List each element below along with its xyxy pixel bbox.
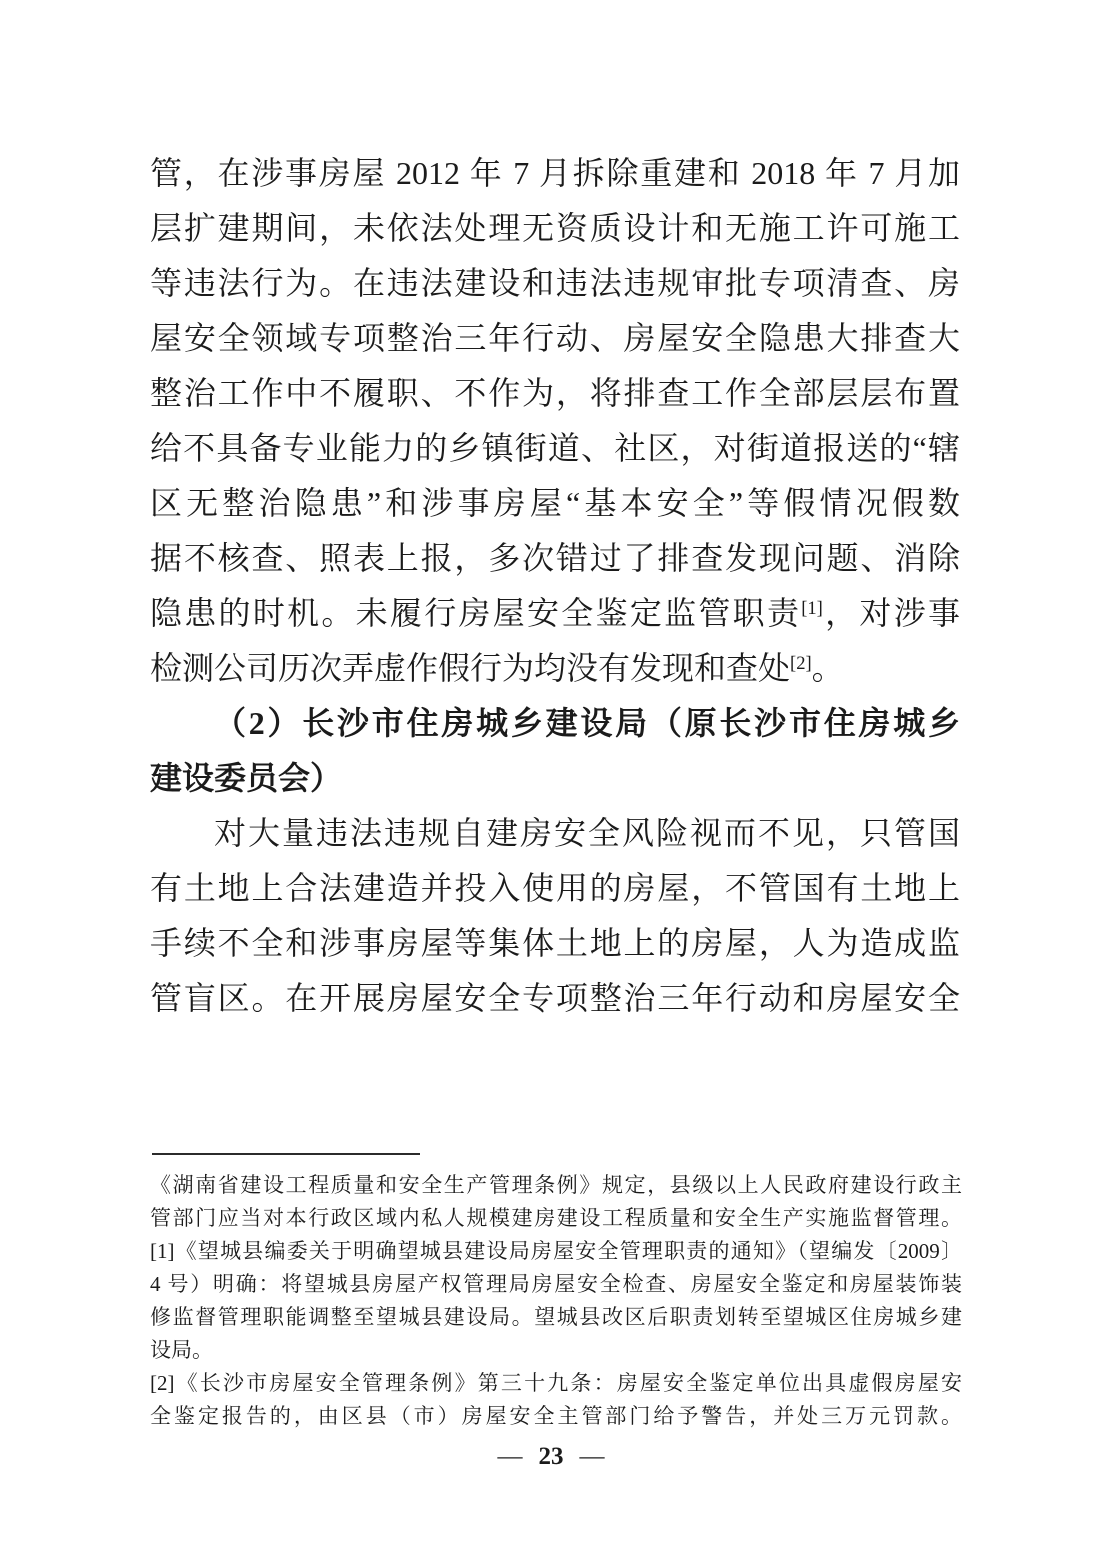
text-run: 建设委员会）: [150, 760, 343, 796]
page-footer: [0, 1443, 1102, 1471]
footnote-ref: [1]: [801, 597, 823, 619]
text-run: 对大量违法违规自建房安全风险视而不见，只管国: [214, 815, 960, 851]
text-run: 隐患的时机。未履行房屋安全鉴定监管职责: [150, 595, 802, 631]
footnote-line: [150, 1202, 962, 1235]
body-text-line: [150, 311, 960, 366]
text-run: 层扩建期间，未依法处理无资质设计和无施工许可施工: [150, 210, 960, 246]
text-run: ，对涉事: [822, 595, 960, 631]
page-number: 23: [538, 1443, 564, 1470]
footnote-line: [150, 1268, 962, 1301]
body-text-line: [150, 201, 960, 256]
text-run: （2）长沙市住房城乡建设局（原长沙市住房城乡: [214, 705, 960, 741]
footnote-line: [150, 1169, 962, 1202]
text-run: 检测公司历次弄虚作假行为均没有发现和查处: [150, 650, 791, 686]
text-run: 区无整治隐患”和涉事房屋“基本安全”等假情况假数: [150, 485, 960, 521]
text-run: 设局。: [150, 1338, 213, 1362]
footer-dash-left: —: [497, 1443, 523, 1470]
text-run: 整治工作中不履职、不作为，将排查工作全部层层布置: [150, 375, 960, 411]
text-run: 据不核查、照表上报，多次错过了排查发现问题、消除: [150, 540, 960, 576]
body-text-line: [150, 861, 960, 916]
body-text-line: [150, 696, 960, 751]
footer-dash-right: —: [579, 1443, 605, 1470]
footnote-ref: [2]: [790, 652, 812, 674]
body-text-line: [150, 476, 960, 531]
body-text-line: [150, 421, 960, 476]
body-text: [150, 146, 960, 1026]
text-run: 全鉴定报告的，由区县（市）房屋安全主管部门给予警告，并处三万元罚款。: [150, 1404, 962, 1428]
footnotes: [150, 1169, 962, 1433]
body-text-line: [150, 751, 960, 806]
text-run: [1]《望城县编委关于明确望城县建设局房屋安全管理职责的通知》（望编发〔2009〕: [150, 1239, 962, 1263]
body-text-line: [150, 806, 960, 861]
body-text-line: [150, 531, 960, 586]
text-run: 手续不全和涉事房屋等集体土地上的房屋，人为造成监: [150, 925, 960, 961]
footnote-line: [150, 1400, 962, 1433]
body-text-line: [150, 916, 960, 971]
text-run: 等违法行为。在违法建设和违法违规审批专项清查、房: [150, 265, 960, 301]
text-run: [2]《长沙市房屋安全管理条例》第三十九条：房屋安全鉴定单位出具虚假房屋安: [150, 1371, 962, 1395]
text-run: 管盲区。在开展房屋安全专项整治三年行动和房屋安全: [150, 980, 960, 1016]
body-text-line: [150, 641, 960, 696]
text-run: 《湖南省建设工程质量和安全生产管理条例》规定，县级以上人民政府建设行政主: [150, 1173, 962, 1197]
footnote-line: [150, 1334, 962, 1367]
text-run: 给不具备专业能力的乡镇街道、社区，对街道报送的“辖: [150, 430, 960, 466]
text-run: 管部门应当对本行政区域内私人规模建房建设工程质量和安全生产实施监督管理。: [150, 1206, 962, 1230]
text-run: 4 号）明确：将望城县房屋产权管理局房屋安全检查、房屋安全鉴定和房屋装饰装: [150, 1272, 962, 1296]
footnote-line: [150, 1367, 962, 1400]
footnote-line: [150, 1235, 962, 1268]
text-run: 屋安全领域专项整治三年行动、房屋安全隐患大排查大: [150, 320, 960, 356]
text-run: 。: [811, 650, 844, 686]
footnote-separator: [152, 1153, 420, 1155]
footnote-line: [150, 1301, 962, 1334]
body-text-line: [150, 146, 960, 201]
body-text-line: [150, 256, 960, 311]
body-text-line: [150, 366, 960, 421]
body-text-line: [150, 586, 960, 641]
text-run: 管，在涉事房屋 2012 年 7 月拆除重建和 2018 年 7 月加: [150, 155, 960, 191]
body-text-line: [150, 971, 960, 1026]
text-run: 有土地上合法建造并投入使用的房屋，不管国有土地上: [150, 870, 960, 906]
text-run: 修监督管理职能调整至望城县建设局。望城县改区后职责划转至望城区住房城乡建: [150, 1305, 962, 1329]
